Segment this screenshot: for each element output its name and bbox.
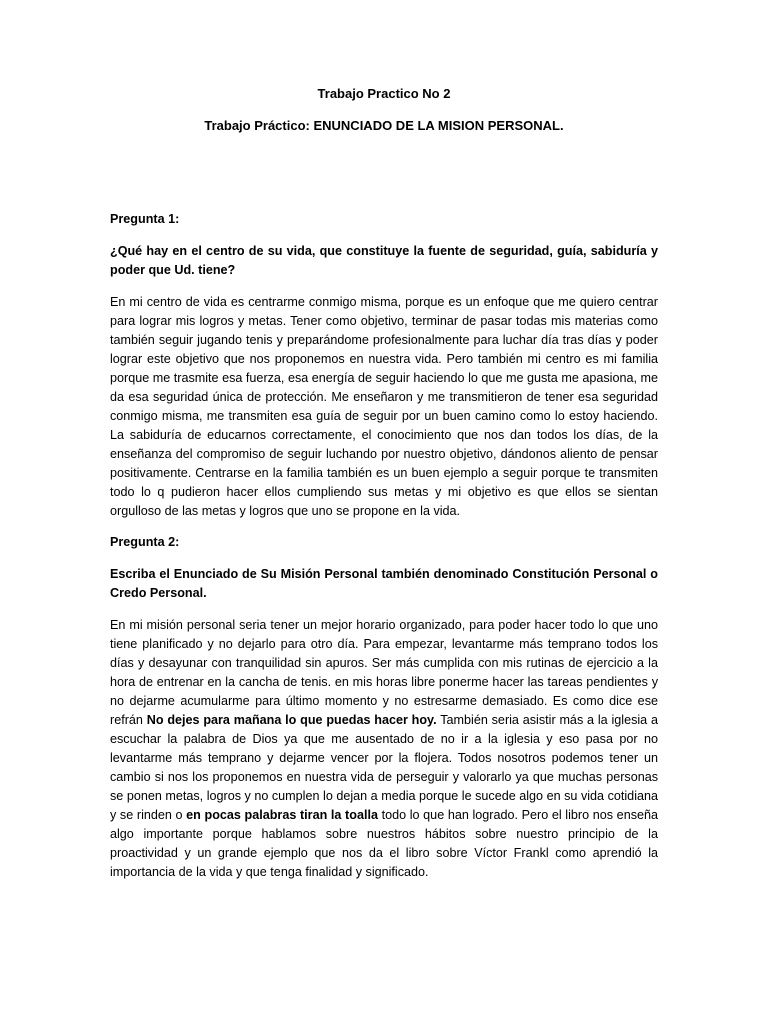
answer-2-part-2: También seria asistir más a la iglesia a escuchar la palabra de Dios ya que me ausentado de no ir a la iglesia y eso pasa por no levantarme más temprano y dejarme vencer por la flojera. Todos nosotros podemos tener un cambio si nos los proponemos en nuestra vida de perseguir y valorarlo ya que muchas personas se ponen metas, logros y no cumplen lo dejan a media porque le sucede algo en su vida cotidiana y se rinden o <box>110 713 658 822</box>
answer-1-text: En mi centro de vida es centrarme conmigo misma, porque es un enfoque que me quiero centrar para lograr mis logros y metas. Tener como objetivo, terminar de pasar todas mis materias como también seguir jugando tenis y preparándome profesionalmente para luchar día tras días y poder lograr este objetivo que nos proponemos en nuestra vida. Pero también mi centro es mi familia porque me trasmite esa fuerza, esa energía de seguir haciendo lo que me gusta me apasiona, me da esa seguridad única de protección. Me enseñaron y me transmitieron de tener esa seguridad conmigo misma, me transmiten esa guía de seguir por un buen camino como lo estoy haciendo. La sabiduría de educarnos correctamente, el conocimiento que nos dan todos los días, de la enseñanza del compromiso de seguir luchando por nuestro objetivo, dándonos aliento de pensar positivamente. Centrarse en la familia también es un buen ejemplo a seguir porque te transmiten todo lo q pudieron hacer ellos cumpliendo sus metas y mi objetivo es que ellos se sientan orgulloso de las metas y logros que uno se propone en la vida. <box>110 295 658 518</box>
document-body <box>110 210 658 894</box>
question-2-text: Escriba el Enunciado de Su Misión Personal también denominado Constitución Personal o Credo Personal. <box>110 567 658 600</box>
document-title: Trabajo Practico No 2 <box>317 86 451 101</box>
answer-2-part-1: En mi misión personal seria tener un mejor horario organizado, para poder hacer todo lo que uno tiene planificado y no dejarlo para otro día. Para empezar, levantarme más temprano todos los días y desayunar con tranquilidad sin apuros. Ser más cumplida con mis rutinas de ejercicio a la hora de entrenar en la cancha de tenis. en mis horas libre ponerme hacer las tareas pendientes y no dejarme acumularme para último momento y no estresarme demasiado. Es como dice ese refrán <box>110 618 658 727</box>
answer-2-part-3: todo lo que han logrado. Pero el libro nos enseña algo importante porque hablamos sobre nuestros hábitos sobre nuestro principio de la proactividad y un grande ejemplo que nos da el libro sobre Víctor Frankl como aprendió la importancia de la vida y que tenga finalidad y significado. <box>110 808 659 879</box>
answer-2-idiom: en pocas palabras tiran la toalla <box>186 808 378 822</box>
answer-2-proverb: No dejes para mañana lo que puedas hacer hoy. <box>146 713 437 727</box>
question-1-text: ¿Qué hay en el centro de su vida, que constituye la fuente de seguridad, guía, sabiduría y poder que Ud. tiene? <box>110 244 658 277</box>
answer-2-text <box>110 616 658 882</box>
question-2-heading: Pregunta 2: <box>110 535 180 549</box>
question-1-heading: Pregunta 1: <box>110 212 180 226</box>
document-subtitle: Trabajo Práctico: ENUNCIADO DE LA MISION PERSONAL. <box>204 118 564 133</box>
